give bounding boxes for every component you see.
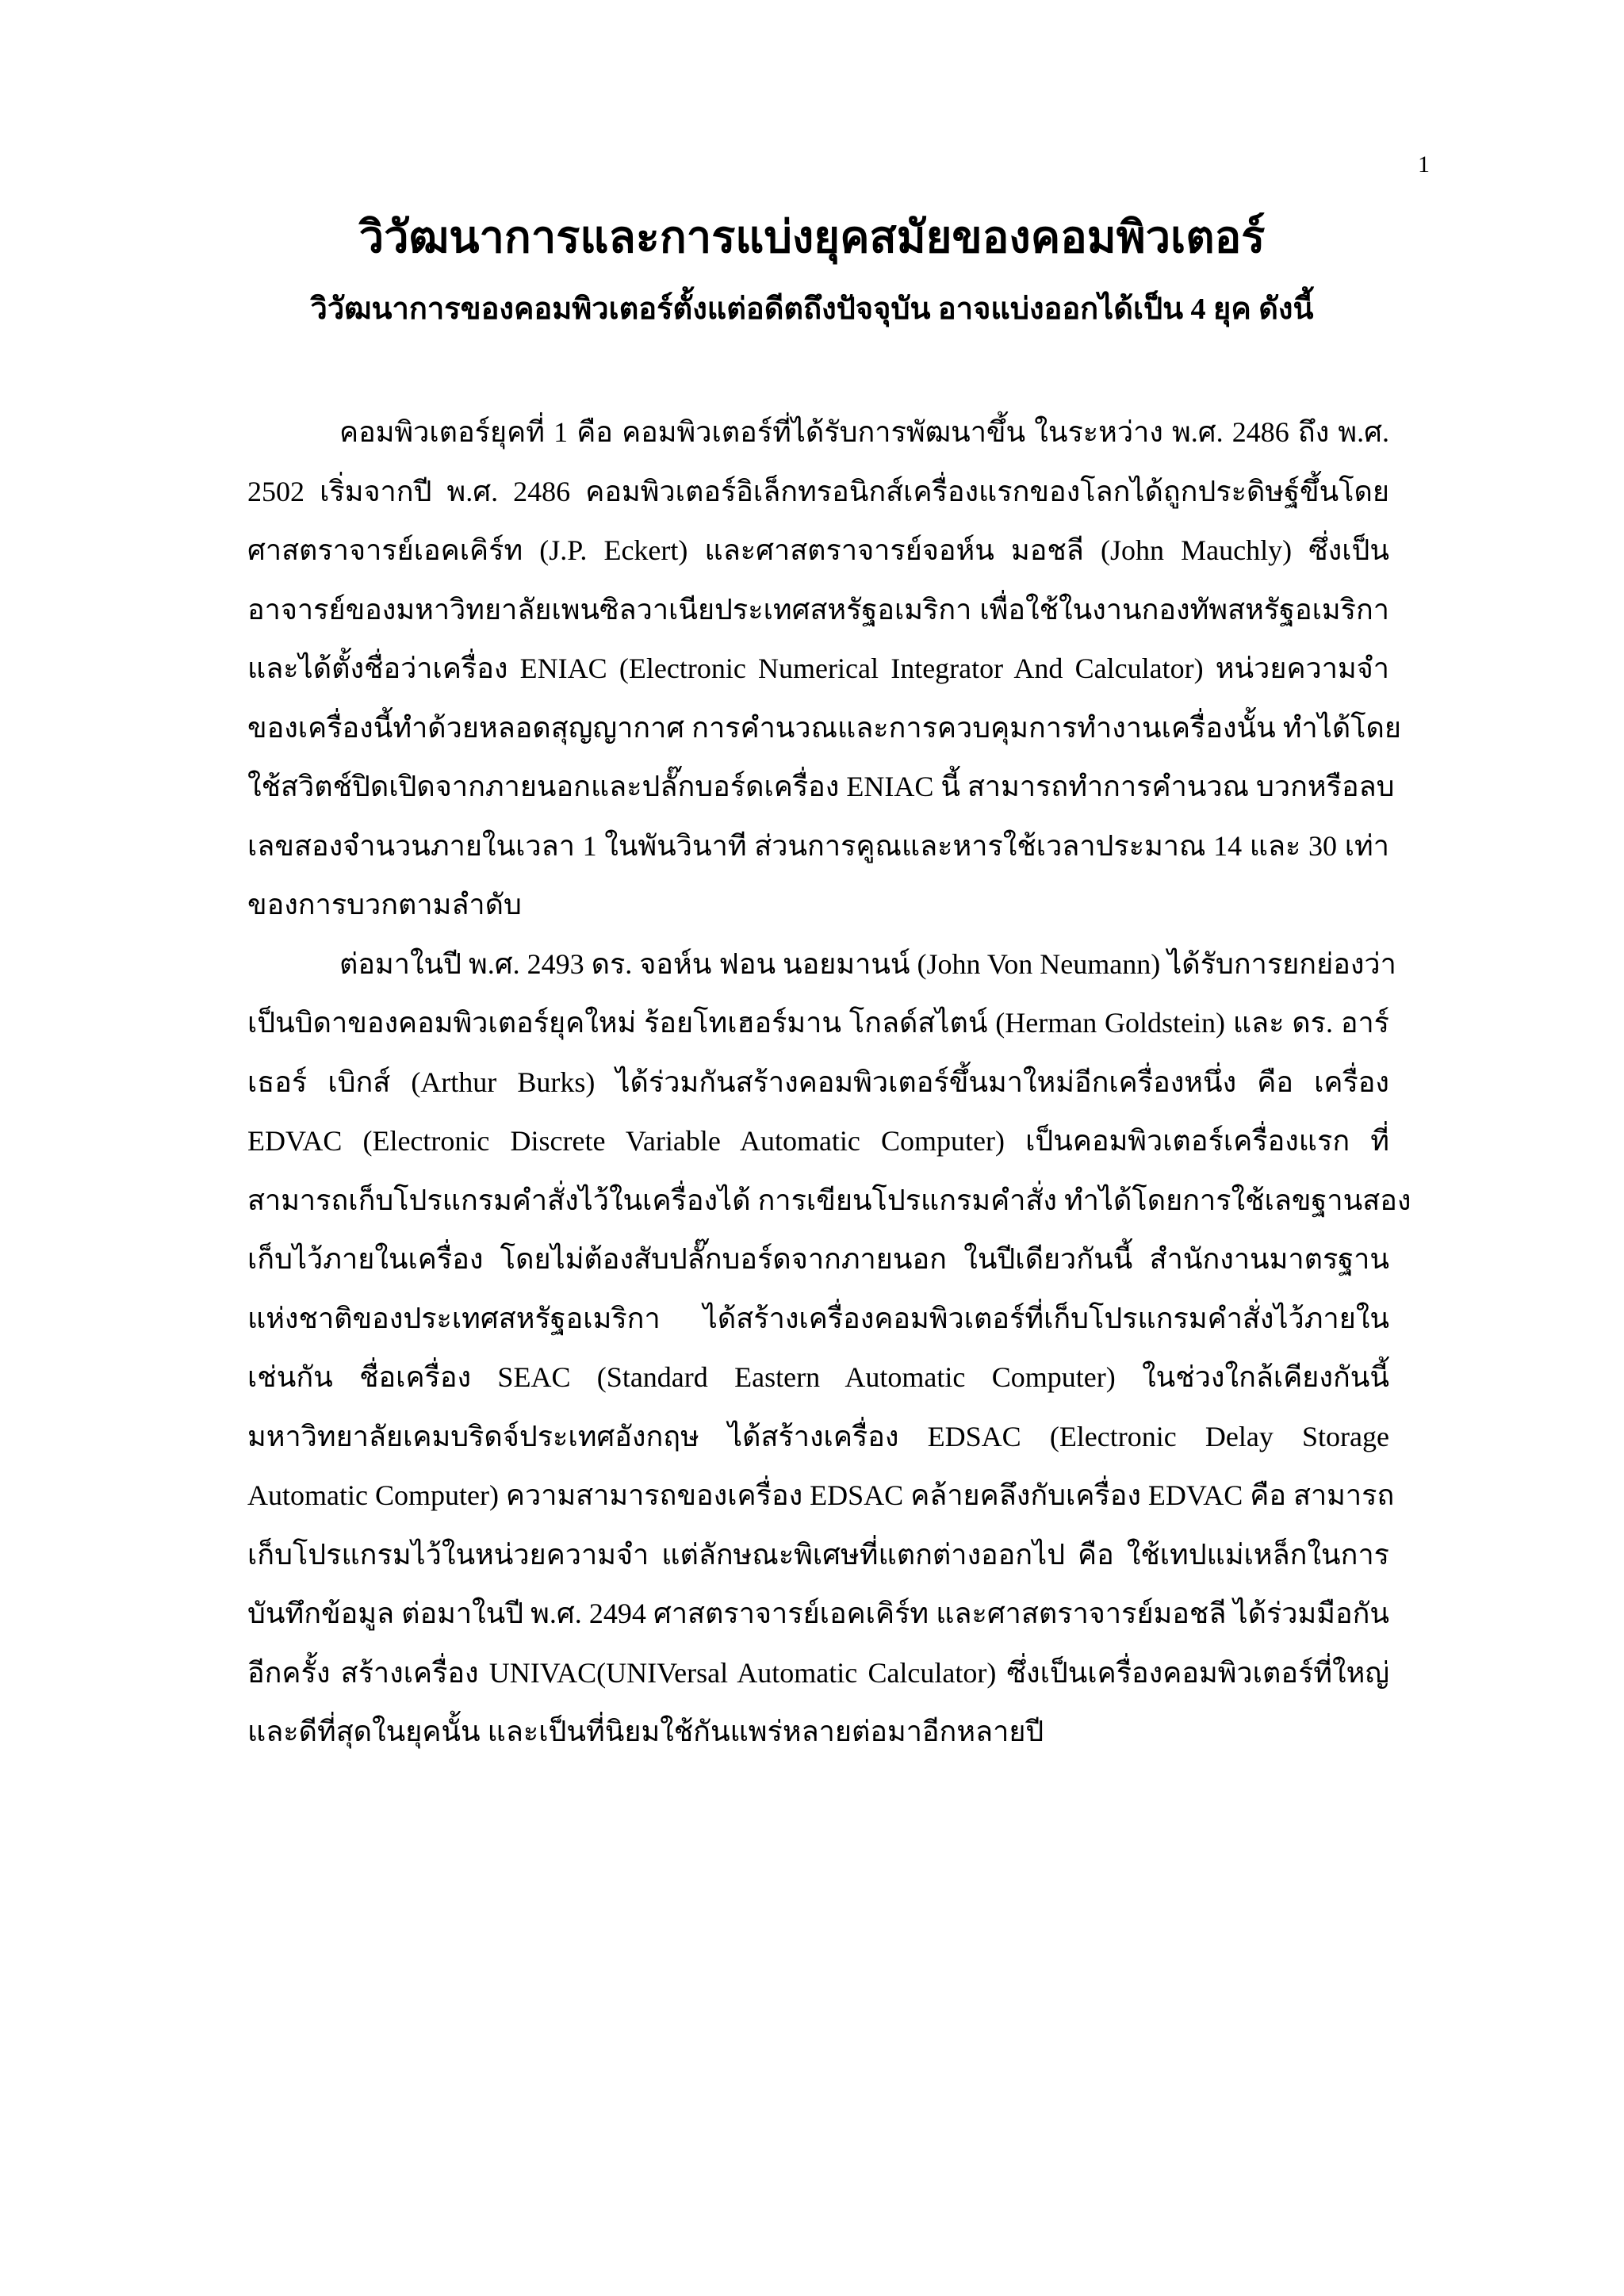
text-line: เลขสองจำนวนภายในเวลา 1 ในพันวินาที ส่วนการคูณและหารใช้เวลาประมาณ 14 และ 30 เท่า <box>247 829 1389 862</box>
text-line: เก็บโปรแกรมไว้ในหน่วยความจำ แต่ลักษณะพิเศษที่แตกต่างออกไป คือ ใช้เทปแม่เหล็กในการ <box>247 1538 1389 1571</box>
text-line: ต่อมาในปี พ.ศ. 2493 ดร. จอห์น ฟอน นอยมานน์ (John Von Neumann) ได้รับการยกย่องว่า <box>339 947 1396 980</box>
text-line: สามารถเก็บโปรแกรมคำสั่งไว้ในเครื่องได้ การเขียนโปรแกรมคำสั่ง ทำได้โดยการใช้เลขฐานสอง <box>247 1184 1411 1216</box>
paragraph-von-neumann <box>247 935 1411 1762</box>
body-text <box>247 403 1411 1762</box>
text-line: คอมพิวเตอร์ยุคที่ 1 คือ คอมพิวเตอร์ที่ได้รับการพัฒนาขึ้น ในระหว่าง พ.ศ. 2486 ถึง พ.ศ. <box>339 416 1389 448</box>
text-line: เป็นบิดาของคอมพิวเตอร์ยุคใหม่ ร้อยโทเฮอร์มาน โกลด์สไตน์ (Herman Goldstein) และ ดร. อาร์ <box>247 1007 1389 1039</box>
text-line: เก็บไว้ภายในเครื่อง โดยไม่ต้องสับปลั๊กบอร์ดจากภายนอก ในปีเดียวกันนี้ สำนักงานมาตรฐาน <box>247 1243 1389 1275</box>
document-subtitle: วิวัฒนาการของคอมพิวเตอร์ตั้งแต่อดีตถึงปัจจุบัน อาจแบ่งออกได้เป็น 4 ยุค ดังนี้ <box>310 293 1314 326</box>
text-line: ใช้สวิตช์ปิดเปิดจากภายนอกและปลั๊กบอร์ดเครื่อง ENIAC นี้ สามารถทำการคำนวณ บวกหรือลบ <box>247 771 1395 802</box>
text-line: อีกครั้ง สร้างเครื่อง UNIVAC(UNIVersal Automatic Calculator) ซึ่งเป็นเครื่องคอมพิวเตอร์ที่ใหญ่ <box>247 1656 1389 1689</box>
text-line: 2502 เริ่มจากปี พ.ศ. 2486 คอมพิวเตอร์อิเล็กทรอนิกส์เครื่องแรกของโลกได้ถูกประดิษฐ์ขึ้นโดย <box>247 475 1389 507</box>
text-line: และดีที่สุดในยุคนั้น และเป็นที่นิยมใช้กันแพร่หลายต่อมาอีกหลายปี <box>247 1716 1044 1747</box>
text-line: ของเครื่องนี้ทำด้วยหลอดสุญญากาศ การคำนวณและการควบคุมการทำงานเครื่องนั้น ทำได้โดย <box>247 711 1402 744</box>
text-line: อาจารย์ของมหาวิทยาลัยเพนซิลวาเนียประเทศสหรัฐอเมริกา เพื่อใช้ในงานกองทัพสหรัฐอเมริกา <box>247 593 1389 626</box>
document-title: วิวัฒนาการและการแบ่งยุคสมัยของคอมพิวเตอร์ <box>358 213 1266 262</box>
text-line: มหาวิทยาลัยเคมบริดจ์ประเทศอังกฤษ ได้สร้างเครื่อง EDSAC (Electronic Delay Storage <box>247 1420 1389 1452</box>
text-line: Automatic Computer) ความสามารถของเครื่อง EDSAC คล้ายคลึงกับเครื่อง EDVAC คือ สามารถ <box>247 1479 1395 1511</box>
text-line: และได้ตั้งชื่อว่าเครื่อง ENIAC (Electronic Numerical Integrator And Calculator) หน่วยความจำ <box>247 652 1389 684</box>
text-line: เธอร์ เบิกส์ (Arthur Burks) ได้ร่วมกันสร้างคอมพิวเตอร์ขึ้นมาใหม่อีกเครื่องหนึ่ง คือ เครื่อง <box>247 1066 1389 1098</box>
text-line: ศาสตราจารย์เอคเคิร์ท (J.P. Eckert) และศาสตราจารย์จอห์น มอชลี (John Mauchly) ซึ่งเป็น <box>247 534 1389 566</box>
page-number: 1 <box>1418 151 1430 178</box>
text-line: บันทึกข้อมูล ต่อมาในปี พ.ศ. 2494 ศาสตราจารย์เอคเคิร์ท และศาสตราจารย์มอชลี ได้ร่วมมือกัน <box>247 1598 1389 1629</box>
text-line: ของการบวกตามลำดับ <box>247 889 522 920</box>
text-line: แห่งชาติของประเทศสหรัฐอเมริกา ได้สร้างเครื่องคอมพิวเตอร์ที่เก็บโปรแกรมคำสั่งไว้ภายใน <box>247 1302 1389 1334</box>
text-line: EDVAC (Electronic Discrete Variable Automatic Computer) เป็นคอมพิวเตอร์เครื่องแรก ที่ <box>247 1125 1389 1157</box>
text-line: เช่นกัน ชื่อเครื่อง SEAC (Standard Eastern Automatic Computer) ในช่วงใกล้เคียงกันนี้ <box>247 1361 1389 1393</box>
paragraph-first-generation <box>247 403 1402 935</box>
